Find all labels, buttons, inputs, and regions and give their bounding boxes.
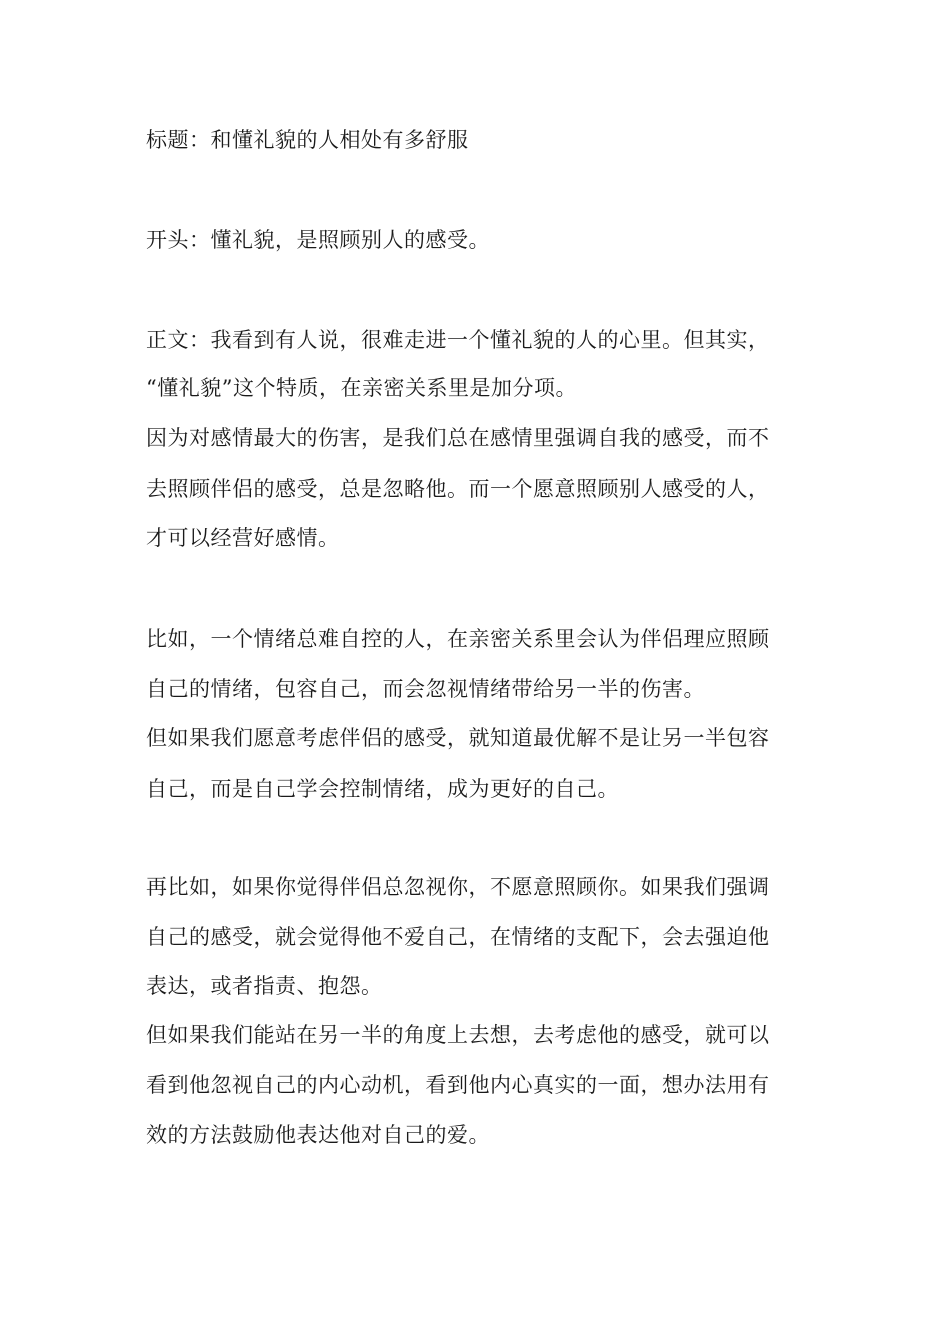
body-line: 才可以经营好感情。: [146, 526, 340, 550]
body-line: 但如果我们愿意考虑伴侣的感受，就知道最优解不是让另一半包容: [146, 726, 770, 750]
intro-line: 开头：懂礼貌，是照顾别人的感受。: [146, 228, 490, 252]
document-title: 标题：和懂礼貌的人相处有多舒服: [146, 128, 469, 152]
body-line: 比如，一个情绪总难自控的人，在亲密关系里会认为伴侣理应照顾: [146, 627, 770, 651]
body-line: 表达，或者指责、抱怨。: [146, 974, 383, 998]
body-line: 看到他忽视自己的内心动机，看到他内心真实的一面，想办法用有: [146, 1073, 770, 1097]
body-line: 自己的感受，就会觉得他不爱自己，在情绪的支配下，会去强迫他: [146, 925, 770, 949]
body-line: 去照顾伴侣的感受，总是忽略他。而一个愿意照顾别人感受的人，: [146, 477, 770, 501]
body-line: 正文：我看到有人说，很难走进一个懂礼貌的人的心里。但其实，: [146, 328, 770, 352]
body-line: “懂礼貌”这个特质，在亲密关系里是加分项。: [146, 376, 577, 400]
body-line: 但如果我们能站在另一半的角度上去想，去考虑他的感受，就可以: [146, 1023, 770, 1047]
body-line: 效的方法鼓励他表达他对自己的爱。: [146, 1123, 490, 1147]
body-line: 自己，而是自己学会控制情绪，成为更好的自己。: [146, 777, 619, 801]
body-line: 再比如，如果你觉得伴侣总忽视你，不愿意照顾你。如果我们强调: [146, 875, 770, 899]
body-line: 因为对感情最大的伤害，是我们总在感情里强调自我的感受，而不: [146, 426, 770, 450]
body-line: 自己的情绪，包容自己，而会忽视情绪带给另一半的伤害。: [146, 677, 705, 701]
